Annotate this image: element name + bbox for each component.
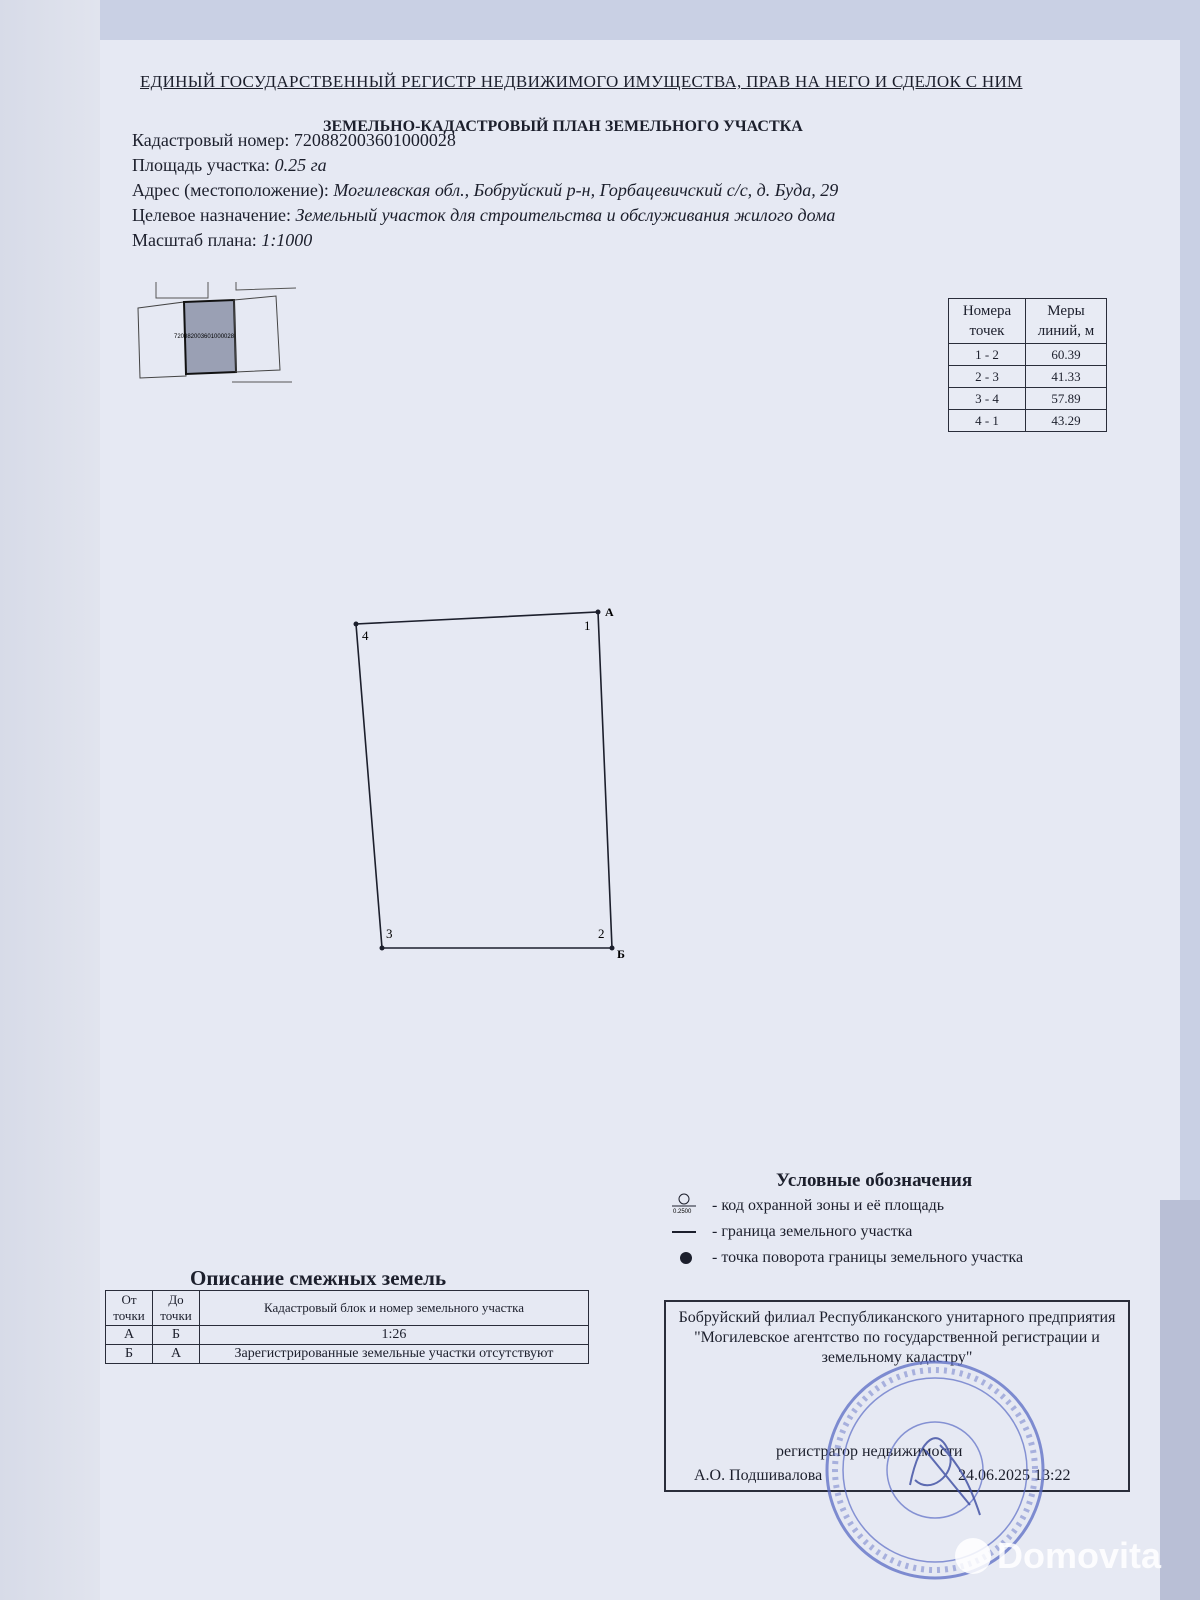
signature — [910, 1438, 980, 1515]
table-cell: Б — [106, 1345, 153, 1364]
address-field — [132, 180, 838, 201]
table-cell: Б — [153, 1326, 200, 1345]
header-cell: От точки — [106, 1291, 153, 1326]
svg-text:0.2500: 0.2500 — [673, 1209, 692, 1215]
field-value: 1:1000 — [261, 230, 313, 250]
table-row — [949, 366, 1107, 388]
field-value: 720882003601000028 — [293, 130, 456, 150]
neighbor-parcel — [234, 296, 280, 372]
organization-name: Бобруйский филиал Республиканского унитарного предприятия "Могилевское агентство по государственной регистрации и земельному кадастру" — [678, 1309, 1116, 1366]
turn-point-icon — [672, 1248, 712, 1268]
table-cell: 41.33 — [1026, 366, 1107, 388]
table-cell: 2 - 3 — [949, 366, 1026, 388]
page-right-edge — [1160, 1200, 1200, 1600]
registration-datetime: 24.06.2025 13:22 — [958, 1467, 1071, 1484]
adjacent-lands-table — [105, 1290, 589, 1364]
turn-point — [380, 946, 385, 951]
field-value: 0.25 га — [274, 155, 327, 175]
table-header-row — [106, 1291, 589, 1326]
field-label: Масштаб плана: — [132, 230, 262, 250]
table-cell: А — [106, 1326, 153, 1345]
table-cell: 1 - 2 — [949, 344, 1026, 366]
parcel-boundary — [356, 612, 612, 948]
adjacent-lands-title: Описание смежных земель — [190, 1266, 447, 1290]
header-cell: До точки — [153, 1291, 200, 1326]
legend-label: - точка поворота границы земельного участка — [712, 1249, 1024, 1266]
table-row — [106, 1326, 589, 1345]
table-row — [949, 410, 1107, 432]
legend-label: - код охранной зоны и её площадь — [712, 1197, 945, 1214]
legend-title: Условные обозначения — [776, 1170, 973, 1191]
table-cell: 3 - 4 — [949, 388, 1026, 410]
zone-code-icon — [672, 1196, 712, 1216]
table-cell: А — [153, 1345, 200, 1364]
registrar-name: А.О. Подшивалова — [694, 1467, 823, 1484]
field-label: Адрес (местоположение): — [132, 180, 334, 200]
table-cell: 43.29 — [1026, 410, 1107, 432]
table-cell: 4 - 1 — [949, 410, 1026, 432]
point-number: 3 — [386, 926, 393, 941]
turn-point — [596, 610, 601, 615]
table-row — [949, 388, 1107, 410]
table-cell: 57.89 — [1026, 388, 1107, 410]
field-label: Кадастровый номер: — [132, 130, 294, 150]
point-number: 1 — [584, 618, 591, 633]
watermark-text: Domovita — [997, 1535, 1162, 1576]
scale-field — [132, 230, 312, 251]
registry-title: ЕДИНЫЙ ГОСУДАРСТВЕННЫЙ РЕГИСТР НЕДВИЖИМОГО ИМУЩЕСТВА, ПРАВ НА НЕГО И СДЕЛОК С НИМ — [140, 72, 1023, 91]
registrar-role: регистратор недвижимости — [776, 1443, 963, 1460]
point-letter: Б — [617, 947, 625, 960]
line-measures-table — [948, 298, 1107, 432]
purpose-field — [132, 205, 835, 226]
turn-point — [610, 946, 615, 951]
table-row — [949, 344, 1107, 366]
parcel-number-label: 720882003601000028 — [174, 334, 235, 340]
legend-item-zone — [672, 1196, 944, 1216]
field-label: Площадь участка: — [132, 155, 275, 175]
field-value: Земельный участок для строительства и обслуживания жилого дома — [295, 205, 836, 225]
legend-item-boundary — [672, 1222, 912, 1242]
header-cell: Меры линий, м — [1026, 299, 1107, 344]
field-label: Целевое назначение: — [132, 205, 296, 225]
boundary-line-icon — [672, 1222, 712, 1242]
table-header-row — [949, 299, 1107, 344]
field-value: Могилевская обл., Бобруйский р-н, Горбацевичский с/с, д. Буда, 29 — [333, 180, 839, 200]
cadastral-number-field — [132, 130, 456, 151]
overview-map — [136, 278, 306, 418]
neighbor-boundary — [236, 282, 296, 290]
parcel-plan — [340, 600, 630, 960]
table-cell: Зарегистрированные земельные участки отсутствуют — [200, 1345, 589, 1364]
header-cell: Кадастровый блок и номер земельного участка — [200, 1291, 589, 1326]
legend-item-turn-point — [672, 1248, 1023, 1268]
neighbor-boundary — [156, 282, 208, 298]
point-number: 4 — [362, 628, 369, 643]
watermark — [955, 1535, 1161, 1577]
point-number: 2 — [598, 926, 605, 941]
neighbor-parcel — [138, 302, 186, 378]
point-letter: А — [605, 605, 614, 619]
table-cell: 1:26 — [200, 1326, 589, 1345]
header-cell: Номера точек — [949, 299, 1026, 344]
plan-title: ЗЕМЕЛЬНО-КАДАСТРОВЫЙ ПЛАН ЗЕМЕЛЬНОГО УЧАСТКА — [323, 118, 803, 135]
page-left-edge — [0, 0, 100, 1600]
area-field — [132, 155, 327, 176]
table-cell: 60.39 — [1026, 344, 1107, 366]
table-row — [106, 1345, 589, 1364]
legend-label: - граница земельного участка — [712, 1223, 913, 1240]
turn-point — [354, 622, 359, 627]
watermark-logo-icon — [955, 1538, 991, 1574]
